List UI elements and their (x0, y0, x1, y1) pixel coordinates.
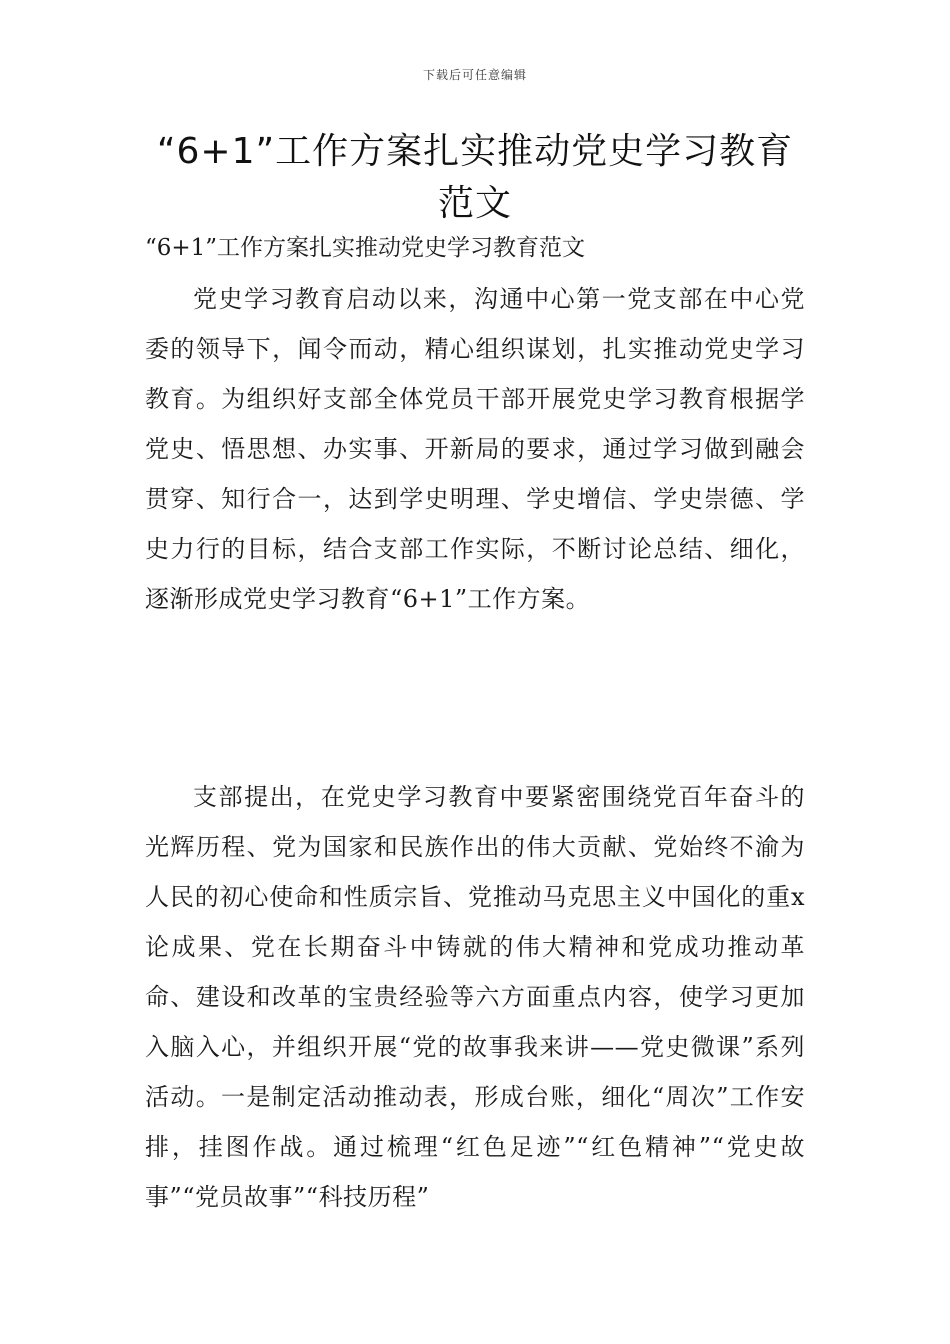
paragraph-body: 支部提出，在党史学习教育中要紧密围绕党百年奋斗的光辉历程、党为国家和民族作出的伟大贡献、党始终不渝为人民的初心使命和性质宗旨、党推动马克思主义中国化的重x论成果、党在长期奋斗中铸就的伟大精神和党成功推动革命、建设和改革的宝贵经验等六方面重点内容，使学习更加入脑入心，并组织开展“党的故事我来讲——党史微课”系列活动。一是制定活动推动表，形成台账，细化“周次”工作安排，挂图作战。通过梳理“红色足迹”“红色精神”“党史故事”“党员故事”“科技历程” (145, 783, 805, 1211)
header-note: 下载后可任意编辑 (422, 68, 527, 82)
page-title: “6+1”工作方案扎实推动党史学习教育范文 (156, 131, 794, 224)
document-subtitle: “6+1”工作方案扎实推动党史学习教育范文 (145, 235, 586, 261)
paragraph-intro: 党史学习教育启动以来，沟通中心第一党支部在中心党委的领导下，闻令而动，精心组织谋划，扎实推动党史学习教育。为组织好支部全体党员干部开展党史学习教育根据学党史、悟思想、办实事、开新局的要求，通过学习做到融会贯穿、知行合一，达到学史明理、学史增信、学史崇德、学史力行的目标，结合支部工作实际，不断讨论总结、细化，逐渐形成党史学习教育“6+1”工作方案。 (145, 285, 805, 613)
